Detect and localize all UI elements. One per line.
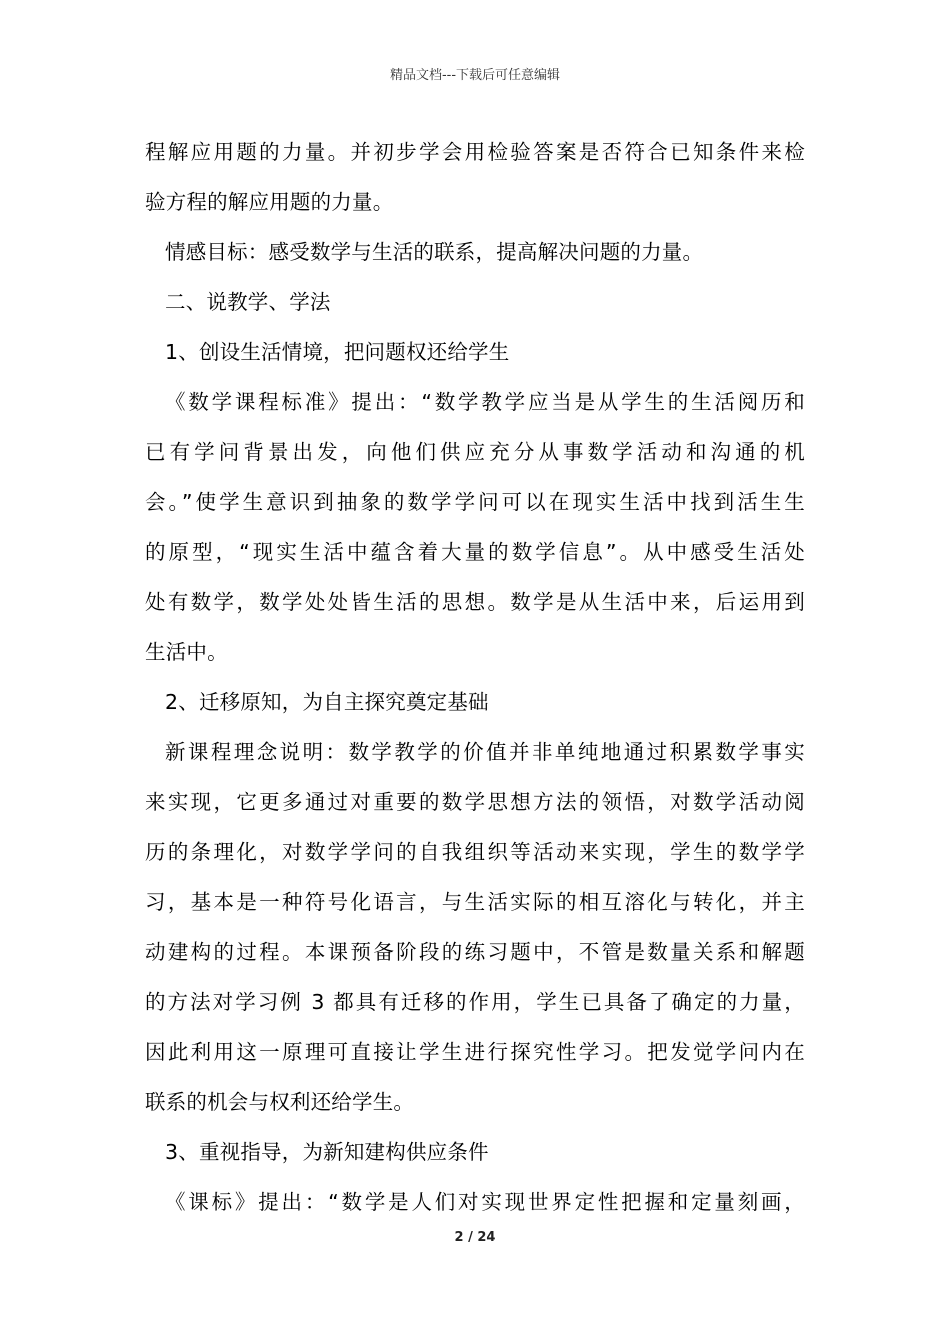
body-line-14: 来实现，它更多通过对重要的数学思想方法的领悟，对数学活动阅 [145,790,805,814]
body-line-7: 已有学问背景出发，向他们供应充分从事数学活动和沟通的机 [145,440,805,464]
body-line-6: 《数学课程标准》提出：“数学教学应当是从学生的生活阅历和 [165,390,805,414]
body-line-3: 情感目标：感受数学与生活的联系，提高解决问题的力量。 [165,240,704,264]
body-line-13: 新课程理念说明：数学教学的价值并非单纯地通过积累数学事实 [165,740,805,764]
body-line-18: 的方法对学习例 3 都具有迁移的作用，学生已具备了确定的力量， [145,990,805,1014]
body-line-8: 会。”使学生意识到抽象的数学学问可以在现实生活中找到活生生 [145,490,805,514]
body-line-10: 处有数学，数学处处皆生活的思想。数学是从生活中来，后运用到 [145,590,805,614]
page-number: 2 / 24 [454,1230,496,1245]
subheading-2: 2、迁移原知，为自主探究奠定基础 [165,690,489,714]
body-line-20: 联系的机会与权利还给学生。 [145,1090,415,1114]
section-heading: 二、说教学、学法 [165,290,331,314]
body-line-1: 程解应用题的力量。并初步学会用检验答案是否符合已知条件来检 [145,140,805,164]
document-body [145,127,805,1227]
body-line-9: 的原型，“现实生活中蕴含着大量的数学信息”。从中感受生活处 [145,540,805,564]
subheading-1: 1、创设生活情境，把问题权还给学生 [165,340,510,364]
body-line-11: 生活中。 [145,640,228,664]
body-line-2: 验方程的解应用题的力量。 [145,190,394,214]
body-line-16: 习，基本是一种符号化语言，与生活实际的相互溶化与转化，并主 [145,890,805,914]
page-header: 精品文档---下载后可任意编辑 [389,68,561,83]
body-line-19: 因此利用这一原理可直接让学生进行探究性学习。把发觉学问内在 [145,1040,805,1064]
body-line-22: 《课标》提出：“数学是人们对实现世界定性把握和定量刻画， [165,1190,805,1214]
subheading-3: 3、重视指导，为新知建构供应条件 [165,1140,489,1164]
body-line-15: 历的条理化，对数学学问的自我组织等活动来实现，学生的数学学 [145,840,805,864]
body-line-17: 动建构的过程。本课预备阶段的练习题中，不管是数量关系和解题 [145,940,805,964]
